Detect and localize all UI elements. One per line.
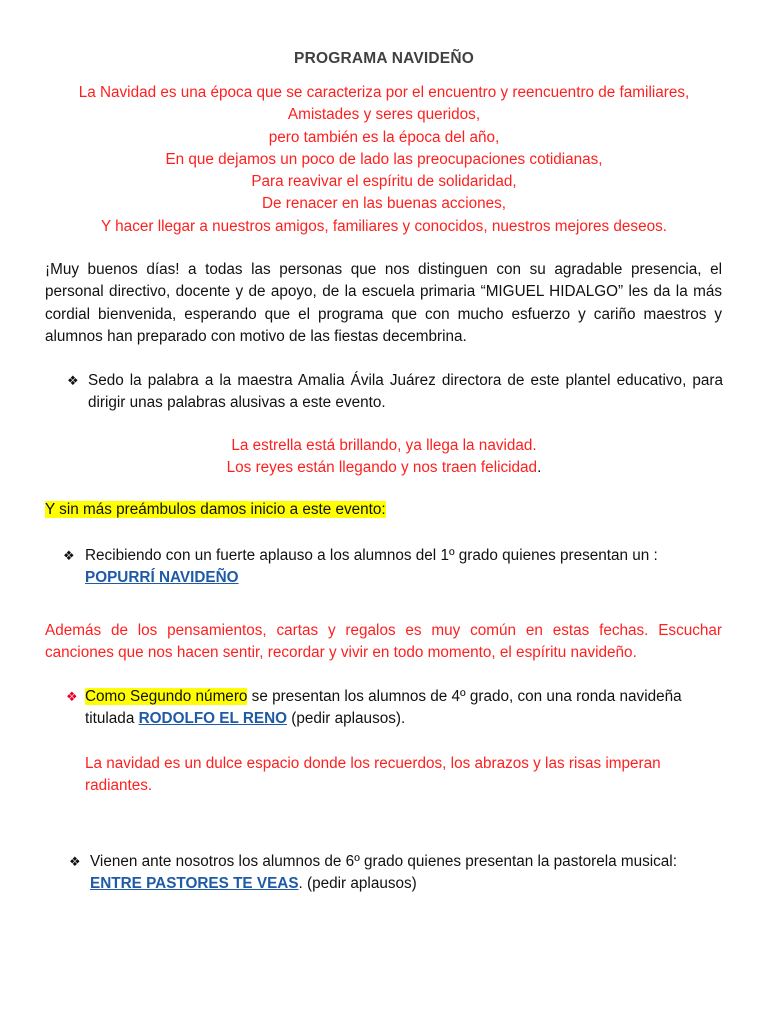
poem-line: En que dejamos un poco de lado las preocupaciones cotidianas, xyxy=(165,150,603,168)
poem-line: Para reavivar el espíritu de solidaridad, xyxy=(251,173,517,191)
link-popurri-navideno[interactable]: POPURRÍ NAVIDEÑO xyxy=(85,569,239,587)
highlighted-text: Como Segundo número xyxy=(85,688,248,705)
bullet-text: Sedo la palabra a la maestra Amalia Ávila Juárez directora de este plantel educativo, para dirigir unas palabras alusivas a este evento. xyxy=(88,372,723,412)
intro-poem xyxy=(0,82,768,238)
poem-line: La Navidad es una época que se caracteriza por el encuentro y reencuentro de familiares, xyxy=(78,84,690,101)
link-rodolfo-el-reno[interactable]: RODOLFO EL RENO xyxy=(138,710,288,728)
diamond-bullet-icon: ❖ xyxy=(69,854,81,869)
star-stanza xyxy=(0,435,768,480)
bullet-text: Vienen ante nosotros los alumnos de 6º grado quienes presentan la pastorela musical: xyxy=(90,853,677,870)
greeting-paragraph: ¡Muy buenos días! a todas las personas que nos distinguen con su agradable presencia, el personal directivo, docente y de apoyo, de la escuela primaria “MIGUEL HIDALGO” les da la más cordial bienvenida, esperando que el programa que con mucho esfuerzo y cariño maestros y alumnos han preparado con motivo de las fiestas decembrina. xyxy=(45,261,722,345)
link-entre-pastores-te-veas[interactable]: ENTRE PASTORES TE VEAS xyxy=(90,875,299,893)
highlighted-text: Y sin más preámbulos damos inicio a este evento: xyxy=(45,501,386,518)
start-announcement xyxy=(45,499,386,521)
bullet-text-block xyxy=(85,545,725,590)
bullet-text-block xyxy=(85,686,725,731)
songs-paragraph: Además de los pensamientos, cartas y regalos es muy común en estas fechas. Escuchar canciones que nos hacen sentir, recordar y vivir en todo momento, el espíritu navideño. xyxy=(45,622,722,662)
stanza-line-text: Los reyes están llegando y nos traen felicidad xyxy=(226,459,538,477)
bullet-text: se presentan los alumnos de 4º grado, con una ronda navideña titulada xyxy=(85,688,682,728)
bullet-text-end: (pedir aplausos). xyxy=(287,710,406,728)
stanza-line: La estrella está brillando, ya llega la navidad. xyxy=(231,437,537,454)
bullet-text-block xyxy=(90,851,723,896)
christmas-quote: La navidad es un dulce espacio donde los recuerdos, los abrazos y las risas imperan radiantes. xyxy=(85,755,661,795)
poem-line: pero también es la época del año, xyxy=(268,128,500,146)
stanza-period: . xyxy=(537,459,542,477)
bullet-text-end: . (pedir aplausos) xyxy=(298,875,417,893)
diamond-bullet-icon: ❖ xyxy=(66,689,78,704)
diamond-bullet-icon: ❖ xyxy=(63,548,75,563)
diamond-bullet-icon: ❖ xyxy=(67,373,79,388)
poem-line: Y hacer llegar a nuestros amigos, familiares y conocidos, nuestros mejores deseos. xyxy=(101,217,667,235)
poem-line: Amistades y seres queridos, xyxy=(287,106,481,124)
poem-line: De renacer en las buenas acciones, xyxy=(261,195,507,213)
page-title: PROGRAMA NAVIDEÑO xyxy=(294,50,474,67)
bullet-text: Recibiendo con un fuerte aplauso a los alumnos del 1º grado quienes presentan un : xyxy=(85,547,658,564)
stanza-line-2 xyxy=(0,457,768,479)
